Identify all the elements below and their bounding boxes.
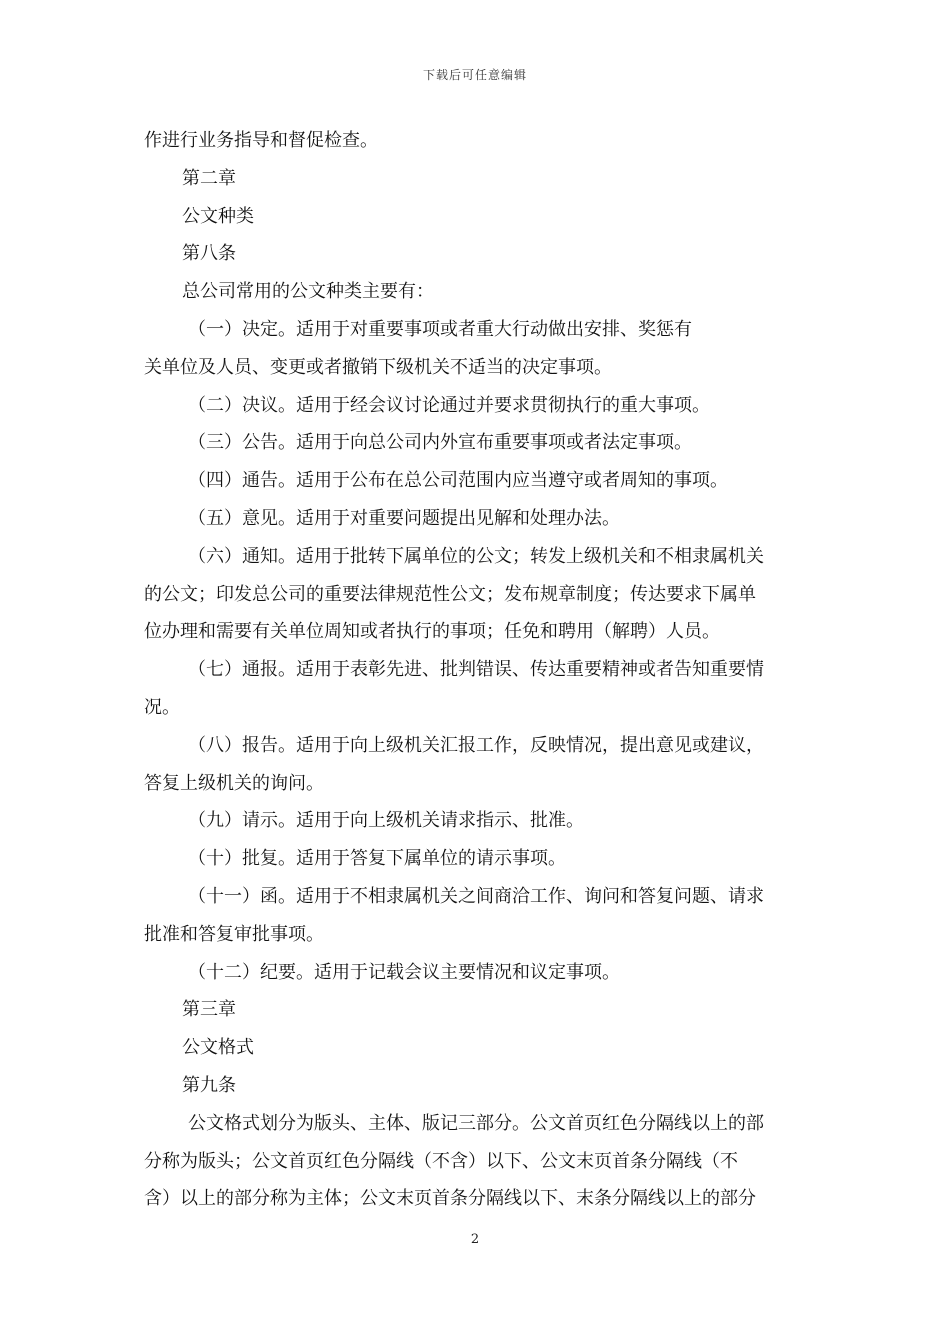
list-item-line: （四）通告。适用于公布在总公司范围内应当遵守或者周知的事项。 <box>188 470 728 492</box>
list-item-line: （十）批复。适用于答复下属单位的请示事项。 <box>188 848 566 870</box>
page-header: 下载后可任意编辑 <box>422 68 527 82</box>
list-item-line: （九）请示。适用于向上级机关请求指示、批准。 <box>188 810 584 832</box>
paragraph-line: 公文格式划分为版头、主体、版记三部分。公文首页红色分隔线以上的部 <box>188 1112 764 1134</box>
paragraph-line: 作进行业务指导和督促检查。 <box>144 130 378 151</box>
list-item-line: （十二）纪要。适用于记载会议主要情况和议定事项。 <box>188 961 620 983</box>
list-item-line: 况。 <box>144 696 180 718</box>
chapter-heading: 第三章 <box>182 999 236 1021</box>
paragraph-line: 含）以上的部分称为主体；公文末页首条分隔线以下、末条分隔线以上的部分 <box>144 1188 756 1210</box>
list-item-line: （二）决议。适用于经会议讨论通过并要求贯彻执行的重大事项。 <box>188 394 710 416</box>
chapter-heading: 第二章 <box>182 167 236 189</box>
page-number: 2 <box>470 1232 480 1247</box>
chapter-title: 公文格式 <box>182 1037 254 1059</box>
chapter-title: 公文种类 <box>182 205 254 227</box>
list-item-line: （一）决定。适用于对重要事项或者重大行动做出安排、奖惩有 <box>188 318 692 340</box>
paragraph-line: 分称为版头；公文首页红色分隔线（不含）以下、公文末页首条分隔线（不 <box>144 1150 738 1172</box>
list-item-line: （五）意见。适用于对重要问题提出见解和处理办法。 <box>188 507 620 529</box>
article-heading: 第九条 <box>182 1074 236 1096</box>
list-item-line: （六）通知。适用于批转下属单位的公文；转发上级机关和不相隶属机关 <box>188 545 764 567</box>
list-item-line: （十一）函。适用于不相隶属机关之间商洽工作、询问和答复问题、请求 <box>188 885 764 907</box>
article-heading: 第八条 <box>182 243 236 265</box>
list-item-line: 关单位及人员、变更或者撤销下级机关不适当的决定事项。 <box>144 356 612 378</box>
list-item-line: 答复上级机关的询问。 <box>144 772 324 794</box>
paragraph-line: 总公司常用的公文种类主要有： <box>182 281 434 303</box>
document-body <box>144 122 810 1218</box>
list-item-line: （八）报告。适用于向上级机关汇报工作，反映情况，提出意见或建议， <box>188 734 764 756</box>
list-item-line: （七）通报。适用于表彰先进、批判错误、传达重要精神或者告知重要情 <box>188 659 764 681</box>
list-item-line: 位办理和需要有关单位周知或者执行的事项；任免和聘用（解聘）人员。 <box>144 621 720 643</box>
list-item-line: 批准和答复审批事项。 <box>144 923 324 945</box>
list-item-line: 的公文；印发总公司的重要法律规范性公文；发布规章制度；传达要求下属单 <box>144 583 756 605</box>
list-item-line: （三）公告。适用于向总公司内外宣布重要事项或者法定事项。 <box>188 432 692 454</box>
